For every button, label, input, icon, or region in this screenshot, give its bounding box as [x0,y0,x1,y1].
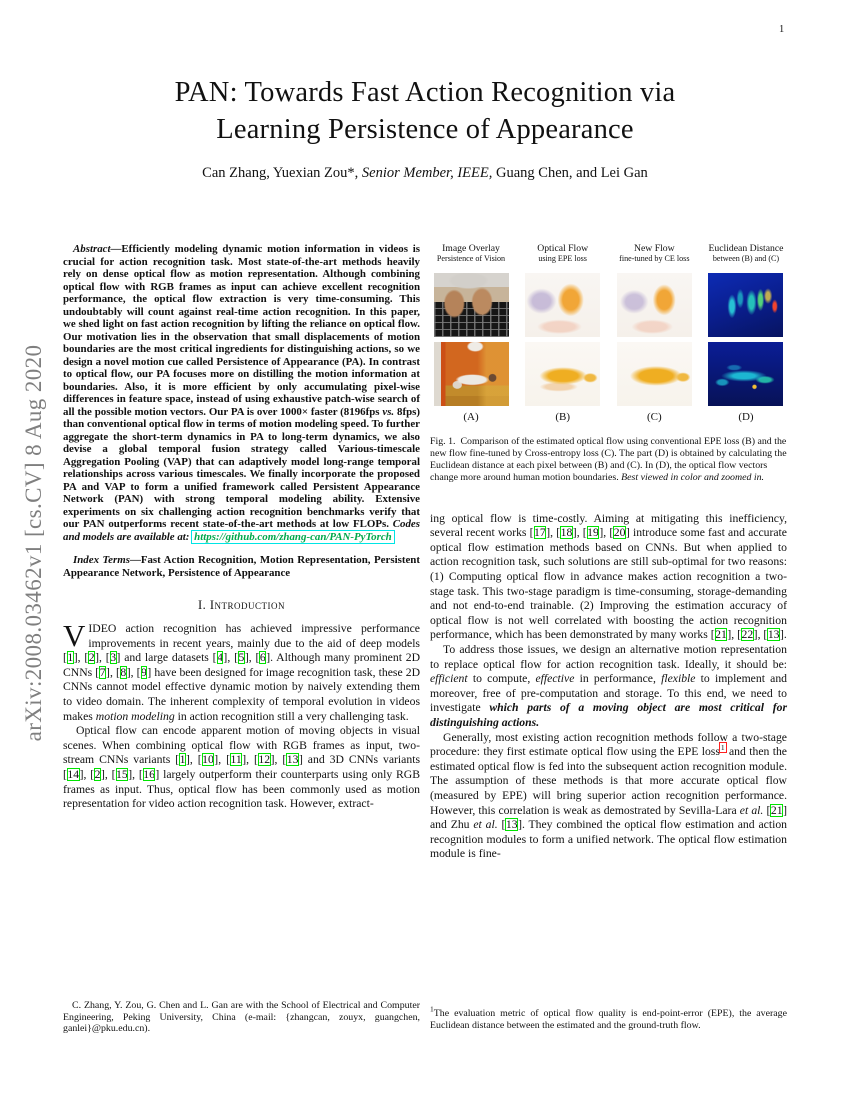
text-run: ing optical flow is time-costly. Aiming at mitigating this inefficiency, several recent works [430,511,787,540]
text-run: have been designed for image recognition task, these 2D CNNs cannot model effective dynamic motion by naively extending them to video domain. The inherent complexity of temporal evolution in videos makes [63,665,421,723]
citation-link[interactable]: 7 [99,665,106,679]
text-run: , [218,753,227,767]
section-heading-introduction: I. Introduction [197,598,286,612]
citation-link[interactable]: 3 [110,651,117,665]
paper-header [0,74,850,182]
text-run: introduce some fast and accurate optical flow estimation methods based on CNNs. But when applied to action recognition task, such solutions are still sub-optimal for two reasons: (1) Computing optical flow in advance makes action recognition a two-stage task. This two-stage paradigm is time-consuming, storage-demanding and not end-to-end trainable. (2) Improving the estimation accuracy of optical flow is not well correlated with boosting the action recognition performance, which has been demonstrated by many works [430,526,787,642]
figure-column-new-flow [616,243,692,423]
text-run: in action recognition still a very challenging task. [174,709,409,723]
text-run: Best viewed in color and zoomed in. [621,471,765,483]
new-flow-ce-bottom [617,342,692,406]
text-run: , [130,665,137,679]
citation-link[interactable]: 16 [143,767,155,781]
citation-link[interactable]: 11 [230,753,242,767]
citation-link[interactable]: 22 [741,628,754,642]
figure-column-title: Image Overlay [442,243,500,254]
text-run: , [77,651,85,665]
author-footnote [63,1000,420,1035]
intro-paragraph-1: VIDEO action recognition has achieved impressive performance improvements in recent years, mainly due to the aid of deep models [1], [2], [3] and large datasets [4], [5], [6]. Although many prominent 2D CNNs [7], [8], [9] have been designed for image recognition task, these 2D CNNs cannot model effective dynamic motion by naively extending them to video domain. The inherent complexity of temporal evolution in videos makes motion modeling in action recognition still a very challenging task. [63,618,421,723]
text-run: , [274,753,283,767]
photo-pushup [434,342,509,406]
text-run: to implement and moreover, free of pre-computation and storage. To this end, we need to investigate [430,672,788,715]
euclidean-distance-heatmap-bottom [708,342,783,406]
text-run: effective [535,672,575,686]
arxiv-sidebar-label: arXiv:2008.03462v1 [cs.CV] 8 Aug 2020 [21,344,46,742]
text-run: Senior Member, IEEE, [361,165,493,181]
text-run: largely outperform their counterparts using only RGB frames as input. Thus, optical flow has been commonly used as motion representation for video action recognition task. However, extract- [63,767,421,811]
figure-1-grid [430,243,787,423]
citation-link[interactable]: 14 [67,767,80,781]
text-run: 8fps) than conventional optical flow in terms of motion modeling speed. To further aggregate the short-term dynamics in PA to long-term dynamics, we also devise a global temporal fusion strategy called Various-timescale Aggregation Pooling (VAP) that can adaptively model long-range temporal relationships across various timescales. We finally incorporate the proposed PA and VAP to form a unified framework called Persistent Appearance Network (PAN) with strong temporal modeling ability. Extensive experiments on six challenging action recognition benchmarks verify that our PAN outperforms recent state-of-the-art methods at low FLOPs. [63,405,420,530]
text-run: to compute, [467,672,536,686]
text-run: C. Zhang, Y. Zou, G. Chen and L. Gan are with the School of Electrical and Computer Engineering, Peking University, China (e-mail: {zhangcan, zouyx, guangchen, ganlei}@pku.edu.cn). [63,1000,420,1035]
citation-link[interactable]: 12 [258,753,271,767]
text-run: , [576,526,583,540]
author-line [0,165,850,182]
text-run: which parts of a moving object are most critical for distinguishing actions. [430,701,787,729]
text-run: , [104,767,112,781]
text-run: and large datasets [120,651,213,665]
text-run: in performance, [574,672,662,686]
title-line-2: Learning Persistence of Appearance [216,114,634,145]
body-paragraph-3: Generally, most existing action recognition methods follow a two-stage procedure: they first estimate optical flow using the EPE loss$^1$ and then the estimated optical flow is fed into the subsequent action recognition module. The assumption of these methods is that more accurate optical flow (measured by EPE) will bring superior action recognition performance. However, this correlation is weak as demostrated by Sevilla-Lara et al. [21] and Zhu et al. [13]. They combined the optical flow estimation and action recognition modules to form a unified network. The optical flow estimation module is fine- [430,730,788,861]
citation-link[interactable]: 1 [67,651,74,665]
citation-link[interactable]: 21 [715,628,727,642]
text-run: , [248,651,256,665]
abstract-paragraph [63,243,420,543]
figure-column-euclidean-distance [708,243,784,423]
optical-flow-epe-bottom [525,342,600,406]
text-run: Index Terms [73,554,130,566]
citation-link[interactable]: 8 [120,665,127,679]
text-run: , [109,665,116,679]
figure-column-optical-flow [525,243,601,423]
euclidean-distance-heatmap-top [708,273,783,337]
figure-1-caption [430,436,787,484]
github-repo-link[interactable]: https://github.com/zhang-can/PAN-PyTorch [194,530,392,543]
text-run: Guang Chen, and Lei Gan [492,165,648,181]
text-run: Fig. 1. Comparison of the estimated optical flow using conventional EPE loss (B) and the new flow fine-tuned by Cross-entropy loss (C). The part (D) is obtained by calculating the Euclidean distance at each pixel between (B) and (C). In (D), the optical flow vectors change more around human motion boundaries. [430,436,787,483]
figure-1 [430,243,787,484]
text-run: et al. [739,803,764,817]
figure-panel-label: (C) [646,411,662,423]
text-run: . They combined the optical flow estimation and action recognition modules to form a unified network. The optical flow estimation module is fine- [430,818,788,861]
epe-footnote [430,1004,787,1031]
citation-link[interactable]: 6 [259,651,266,665]
citation-link[interactable]: 13 [767,628,780,642]
text-run: , [550,526,557,540]
citation-link[interactable]: 21 [770,803,783,817]
text-run: , [189,753,198,767]
text-run: , [246,753,254,767]
text-run: . [783,628,787,642]
right-column [430,243,787,862]
text-run: IDEO action recognition has achieved impressive performance improvements in recent years, mainly due to the aid of deep models [88,622,420,650]
text-run: , [731,628,738,642]
citation-link[interactable]: 15 [116,767,128,781]
new-flow-ce-top [617,273,692,337]
two-column-body [63,243,787,862]
text-run: flexible [661,672,696,686]
text-run: , [99,651,106,665]
text-run: Generally, most existing action recognition methods follow a two-stage procedure: they first estimate optical flow using the EPE loss [430,730,787,759]
citation-link[interactable]: 13 [286,753,299,767]
citation-link[interactable]: 2 [94,767,101,781]
text-run: and 3D CNNs variants [302,753,420,767]
text-run: Codes and models are available at: [63,518,420,543]
paper-title [0,74,850,148]
citation-link[interactable]: 10 [202,753,214,767]
index-terms-paragraph [63,554,420,579]
drop-cap: V [63,618,86,653]
figure-column-image-overlay [433,243,509,423]
figure-column-subtitle: Persistence of Vision [436,254,506,263]
figure-column-subtitle: using EPE loss [538,254,587,263]
figure-column-title: New Flow [633,243,675,254]
text-run: vs. [382,405,395,418]
figure-panel-label: (D) [738,411,754,423]
text-run: and then the estimated optical flow is fed into the subsequent action recognition module. The assumption of these methods is that more accurate optical flow (measured by EPE) will bring superior action recognition performance. However, this correlation is weak as demostrated by Sevilla-Lara [430,745,787,817]
text-run: , [132,767,139,781]
citation-link[interactable]: 4 [217,651,223,665]
figure-panel-label: (A) [463,411,479,423]
citation-link[interactable]: 9 [141,665,147,679]
text-run: Optical flow can encode apparent motion of moving objects in visual scenes. When combining optical flow with RGB frames as input, two-stream CNNs variants [63,724,420,767]
citation-link[interactable]: 19 [587,526,599,540]
citation-link[interactable]: 17 [534,526,546,540]
text-run: , [603,526,610,540]
left-column [63,243,420,862]
figure-column-title: Optical Flow [537,243,589,254]
photo-keyboard-typing [434,273,509,337]
citation-link[interactable]: 13 [505,818,518,832]
text-run [498,818,502,831]
text-run: , [757,628,764,642]
body-paragraph-2 [430,643,787,731]
title-line-1: PAN: Towards Fast Action Recognition via [174,77,676,108]
text-run [763,804,766,817]
citation-link[interactable]: 2 [88,651,95,665]
footnote-marker-link[interactable]: 1 [720,743,725,753]
text-run: , [227,651,235,665]
text-run: , [83,767,91,781]
text-run: . Although many prominent 2D CNNs [63,651,421,679]
text-run: efficient [430,672,468,686]
page-number: 1 [779,24,785,35]
intro-paragraph-2: Optical flow can encode apparent motion of moving objects in visual scenes. When combining optical flow with RGB frames as input, two-stream CNNs variants [1], [10], [11], [12], [13] and 3D CNNs variants [14], [2], [15], [16] largely outperform their counterparts using only RGB frames as input. Thus, optical flow has been commonly used as motion representation for video action recognition task. However, extract- [63,724,421,811]
text-run: and Zhu [430,818,474,832]
optical-flow-epe-top [525,273,600,337]
figure-column-subtitle: between (B) and (C) [712,254,780,263]
citation-link[interactable]: 18 [560,526,573,540]
citation-link[interactable]: 20 [613,526,626,540]
figure-column-subtitle: fine-tuned by CE loss [619,254,690,263]
text-run: The evaluation metric of optical flow quality is end-point-error (EPE), the average Euclidean distance between the estimated and the ground-truth flow. [430,1008,787,1031]
citation-link[interactable]: 5 [238,651,245,665]
text-run: Can Zhang, Yuexian Zou*, [202,165,362,181]
text-run: To address those issues, we design an alternative motion representation to replace optical flow for action recognition task. Ideally, it should be: [430,642,787,671]
body-paragraph-1: ing optical flow is time-costly. Aiming at mitigating this inefficiency, several recent works [17], [18], [19], [20] introduce some fast and accurate optical flow estimation methods based on CNNs. But when applied to action recognition task, such solutions are still sub-optimal for two reasons: (1) Computing optical flow in advance makes action recognition a two-stage task. This two-stage paradigm is time-consuming, storage-demanding and not end-to-end trainable. (2) Improving the estimation accuracy of optical flow is not well correlated with boosting the action recognition performance, which has been demonstrated by many works [21], [22], [13]. [430,511,787,642]
figure-panel-label: (B) [555,411,570,423]
text-run: Abstract [73,243,111,255]
footnote-marker: 1 [430,1004,434,1014]
text-run: —Efficiently modeling dynamic motion information in videos is crucial for action recognition task. Most state-of-the-art methods heavily rely on dense optical flow as motion representation. Although combining optical flow with RGB frames as input can achieve excellent recognition performance, the optical flow extraction is very time-consuming. This undoubtably will count against real-time action recognition. In this paper, we shed light on fast action recognition by lifting the reliance on optical flow. Our motivation lies in the observation that small displacements of motion boundaries are the most critical ingredients for distinguishing actions, so we design a novel motion cue called Persistence of Appearance (PA). In contrast to optical flow, our PA focuses more on distilling the motion information at boundaries. Also, it is more efficient by only accumulating pixel-wise differences in feature space, instead of using exhaustive patch-wise search of all the possible motion vectors. Our PA is over 1000× faster (8196fps [63,243,420,418]
text-run: et al. [473,818,498,832]
text-run: motion modeling [95,709,175,723]
text-run: —Fast Action Recognition, Motion Representation, Persistent Appearance Network, Persistence of Appearance [63,554,420,579]
citation-link[interactable]: 1 [179,753,186,767]
figure-column-title: Euclidean Distance [708,243,784,254]
